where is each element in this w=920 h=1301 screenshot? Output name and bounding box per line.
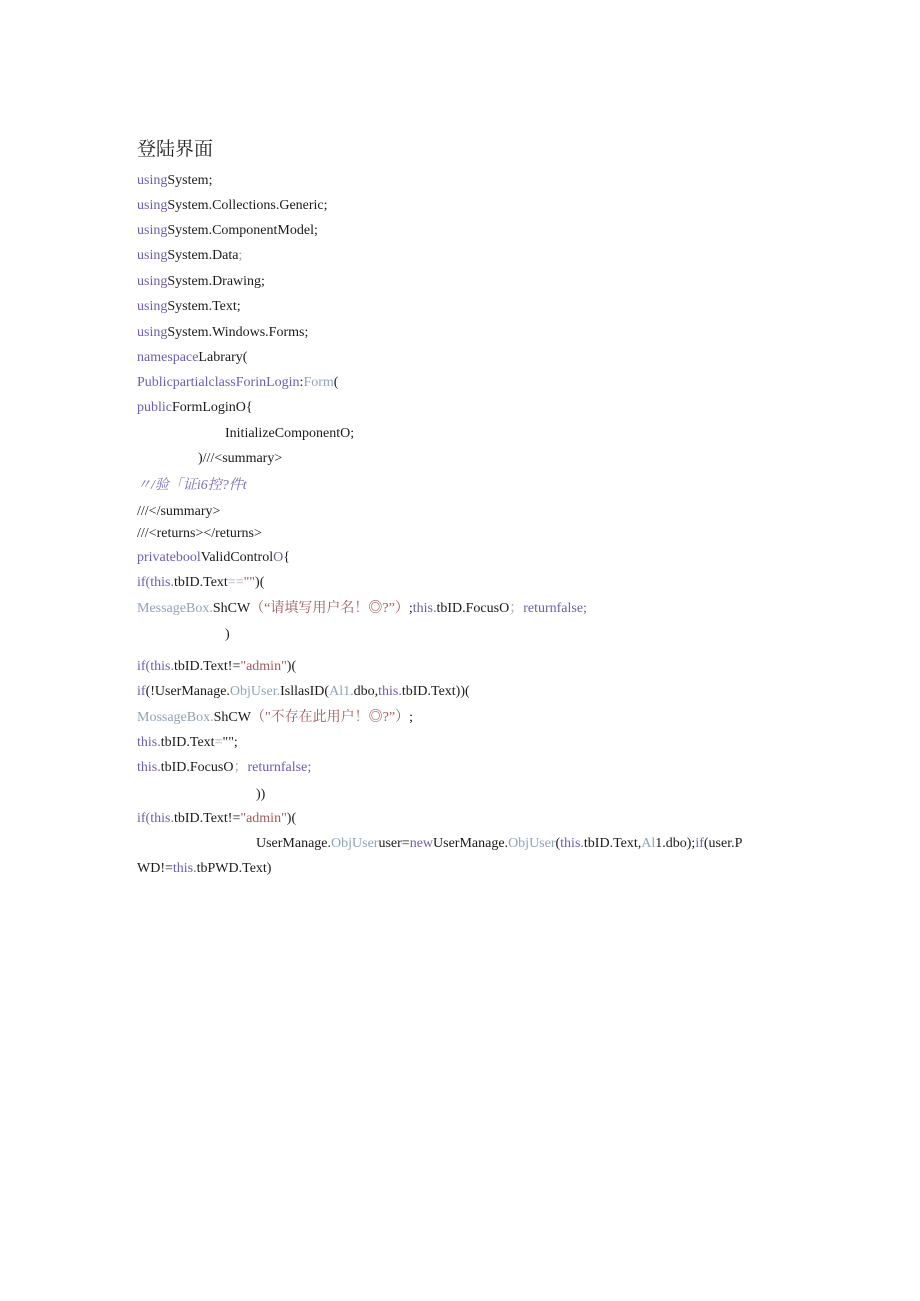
code-token: tbID.Text))( [401, 684, 470, 699]
code-token: using [137, 248, 168, 263]
code-token: tbID.Text!= [173, 659, 241, 674]
code-token: ///<returns></returns> [137, 526, 262, 541]
code-token: using [137, 274, 168, 289]
code-line [137, 759, 311, 777]
code-token: )) [256, 787, 266, 802]
code-token: user= [378, 836, 410, 851]
code-line [137, 709, 413, 727]
code-token: MessageBox. [137, 601, 213, 616]
code-token: )///<summary> [198, 451, 283, 466]
code-token: )( [286, 659, 297, 674]
code-line [137, 658, 296, 676]
code-line [137, 477, 247, 495]
code-token: 〃/验「证i6控?件t [137, 478, 247, 493]
code-token: （"不存在此用户！◎?”） [250, 710, 410, 725]
code-token: "admin" [240, 811, 287, 826]
code-token: tbID.FocusO [436, 601, 510, 616]
code-token: Labrary( [198, 350, 248, 365]
code-token: ) [225, 627, 230, 642]
code-token: ShCW [213, 710, 251, 725]
code-token: if( [137, 659, 151, 674]
code-token: using [137, 223, 168, 238]
code-line [137, 683, 470, 701]
code-token: FormLoginO{ [172, 400, 253, 415]
code-line [137, 273, 265, 291]
code-token: tbID.FocusO [160, 760, 234, 775]
code-token: tbPWD.Text) [196, 861, 272, 876]
code-token: returnfalse; [247, 760, 312, 775]
code-token: System.Text; [167, 299, 241, 314]
code-line [137, 349, 247, 367]
code-token: if( [137, 811, 151, 826]
code-line [137, 734, 238, 752]
code-token: ""; [222, 735, 238, 750]
code-token: ; [408, 601, 413, 616]
code-token: (!UserManage. [145, 684, 230, 699]
code-token: System.Data [167, 248, 239, 263]
code-token: privatebool [137, 550, 201, 565]
code-token: new [409, 836, 434, 851]
code-token: (user.P [703, 836, 743, 851]
code-line [137, 197, 328, 215]
code-line [137, 324, 308, 342]
code-line [137, 503, 220, 521]
code-token: "" [243, 575, 256, 590]
code-line [137, 172, 212, 190]
code-token: Al1. [329, 684, 354, 699]
code-token: WD!= [137, 861, 173, 876]
code-token: this. [137, 735, 161, 750]
code-token: tbID.Text, [583, 836, 642, 851]
code-token: System.Collections.Generic; [167, 198, 328, 213]
code-token: ShCW [212, 601, 251, 616]
code-line [137, 399, 253, 417]
code-token: = [214, 735, 223, 750]
code-token: returnfalse; [523, 601, 587, 616]
code-token: this. [150, 811, 174, 826]
code-token: using [137, 198, 168, 213]
code-token: UserManage. [433, 836, 509, 851]
code-line [137, 374, 338, 392]
code-token: )( [286, 811, 297, 826]
code-token: this. [150, 575, 174, 590]
code-token: O [273, 550, 284, 565]
code-token: this. [560, 836, 584, 851]
code-token: namespace [137, 350, 199, 365]
code-token: ObjUser [508, 836, 556, 851]
code-token: using [137, 299, 168, 314]
code-token: Form [303, 375, 334, 390]
code-token: ( [555, 836, 561, 851]
code-token: MossageBox. [137, 710, 214, 725]
code-token: if( [137, 575, 151, 590]
code-line [198, 450, 282, 468]
code-token: ； [509, 601, 524, 616]
code-token: if [695, 836, 704, 851]
code-token: ValidControl [200, 550, 274, 565]
code-token: System.Drawing; [167, 274, 265, 289]
code-token: System.Windows.Forms; [167, 325, 309, 340]
code-token: UserManage. [256, 836, 332, 851]
code-token: ObjUser [331, 836, 379, 851]
code-token: InitializeComponentO; [225, 426, 355, 441]
code-line [137, 574, 264, 592]
code-token: this. [150, 659, 174, 674]
code-token: dbo, [353, 684, 379, 699]
code-token: ( [333, 375, 339, 390]
code-token: if [137, 684, 146, 699]
code-token: ForinLogin [235, 375, 300, 390]
code-token: ; [409, 710, 414, 725]
code-token: ; [238, 248, 243, 263]
code-line [137, 860, 271, 878]
page-title: 登陆界面 [137, 138, 214, 160]
code-token: using [137, 325, 168, 340]
code-token: "admin" [240, 659, 287, 674]
code-token: System; [167, 173, 213, 188]
code-line [256, 835, 742, 853]
code-token: { [283, 550, 290, 565]
code-line [225, 626, 230, 644]
code-token: public [137, 400, 172, 415]
code-token: （“请填写用户名！◎?”） [250, 601, 409, 616]
code-token: tbID.Text [173, 575, 228, 590]
code-token: : [299, 375, 304, 390]
code-token: IsllasID( [280, 684, 330, 699]
code-token: this. [137, 760, 161, 775]
code-line [137, 600, 587, 618]
code-token: ObjUser. [229, 684, 281, 699]
code-line [137, 222, 318, 240]
code-token: )( [255, 575, 265, 590]
code-token: Al [641, 836, 656, 851]
code-token: tbID.Text [160, 735, 215, 750]
code-line [137, 810, 296, 828]
code-token: ； [233, 760, 248, 775]
code-line [225, 425, 354, 443]
code-token: this. [412, 601, 437, 616]
code-line [137, 525, 262, 543]
code-token: using [137, 173, 168, 188]
code-line [137, 247, 242, 265]
code-token: this. [172, 861, 197, 876]
code-token: this. [378, 684, 402, 699]
code-line [137, 298, 241, 316]
code-token: tbID.Text!= [173, 811, 241, 826]
code-token: Publicpartialclass [137, 375, 236, 390]
code-line [137, 549, 290, 567]
code-token: == [227, 575, 244, 590]
code-line [256, 786, 265, 804]
code-token: ///</summary> [137, 504, 221, 519]
code-token: 1.dbo); [655, 836, 696, 851]
code-token: System.ComponentModel; [167, 223, 318, 238]
